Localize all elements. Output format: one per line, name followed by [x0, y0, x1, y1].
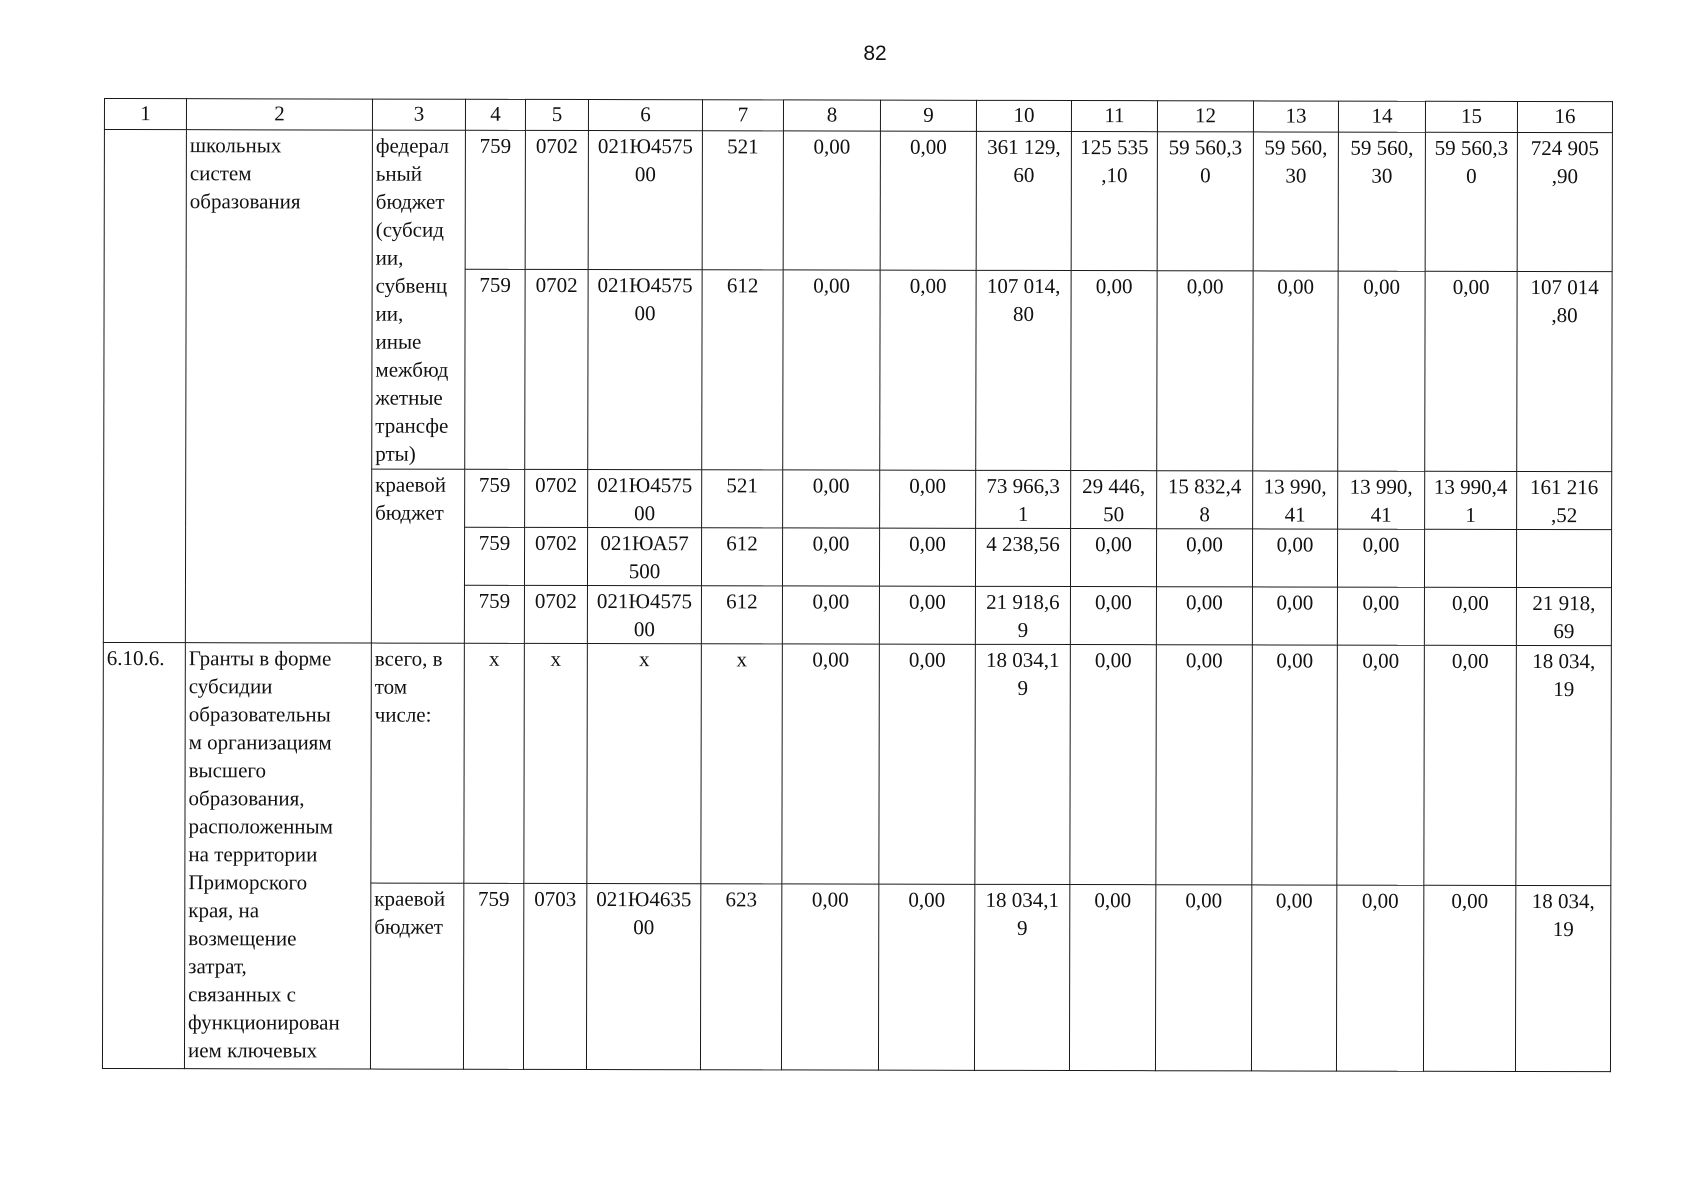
target-code-cell: 021Ю4575 00 [588, 270, 702, 470]
value-cell: 0,00 [880, 131, 976, 270]
row-number-cell: 6.10.6. [102, 642, 185, 1068]
value-cell: 13 990,4 1 [1425, 471, 1517, 529]
section-code-cell: 0702 [525, 269, 588, 469]
funding-source-cell: всего, в том числе: [371, 643, 465, 883]
value-cell: 18 034,1 9 [975, 644, 1071, 884]
column-header: 12 [1157, 101, 1253, 132]
column-header: 4 [465, 99, 525, 130]
value-cell: 361 129, 60 [976, 131, 1071, 270]
value-cell [1424, 529, 1516, 587]
expense-type-cell: х [701, 644, 783, 884]
value-cell: 0,00 [1070, 645, 1157, 885]
target-code-cell: 021ЮА57 500 [587, 528, 701, 586]
value-cell: 59 560, 30 [1338, 132, 1425, 271]
total-cell: 724 905 ,90 [1517, 132, 1612, 271]
total-cell: 18 034, 19 [1516, 645, 1612, 885]
column-header: 10 [976, 100, 1071, 131]
section-code-cell: 0702 [524, 527, 587, 585]
value-cell: 13 990, 41 [1253, 471, 1338, 529]
expense-type-cell: 612 [701, 528, 782, 586]
page-number: 82 [863, 42, 887, 65]
value-cell: 0,00 [1252, 529, 1337, 587]
table-row [104, 130, 1612, 272]
value-cell: 59 560,3 0 [1157, 132, 1253, 271]
target-code-cell: 021Ю4575 00 [587, 586, 701, 644]
value-cell: 0,00 [1252, 645, 1338, 885]
value-cell: 0,00 [1337, 645, 1425, 885]
value-cell: 0,00 [1252, 587, 1337, 645]
value-cell: 0,00 [1070, 587, 1156, 645]
value-cell: 0,00 [783, 470, 880, 528]
column-header: 3 [372, 99, 465, 130]
budget-code-cell: х [464, 643, 525, 883]
column-header: 5 [525, 99, 588, 130]
column-header: 9 [880, 100, 976, 131]
column-header: 14 [1338, 101, 1425, 132]
value-cell: 0,00 [1251, 885, 1336, 1071]
total-cell: 161 216 ,52 [1517, 471, 1612, 529]
column-header: 16 [1517, 101, 1612, 132]
target-code-cell: 021Ю4575 00 [588, 470, 702, 528]
section-code-cell: 0702 [524, 585, 587, 643]
value-cell: 0,00 [880, 470, 976, 528]
funding-source-cell: краевой бюджет [371, 469, 464, 643]
section-code-cell: 0702 [525, 469, 588, 527]
value-cell: 0,00 [878, 884, 974, 1070]
budget-code-cell: 759 [464, 527, 524, 585]
column-header-row [104, 99, 1612, 133]
value-cell: 21 918,6 9 [975, 586, 1070, 644]
value-cell: 0,00 [783, 270, 880, 470]
budget-table-sheet [102, 98, 1613, 1072]
expense-type-cell: 612 [701, 586, 782, 644]
section-code-cell: х [524, 643, 588, 883]
column-header: 15 [1425, 101, 1517, 132]
section-code-cell: 0703 [523, 883, 586, 1069]
value-cell: 125 535 ,10 [1071, 132, 1157, 271]
total-cell: 107 014 ,80 [1517, 271, 1612, 471]
budget-code-cell: 759 [465, 269, 525, 469]
funding-source-cell: федерал ьный бюджет (субсид ии, субвенц ии, иные межбюд жетные трансфе рты) [372, 130, 466, 469]
value-cell: 0,00 [1424, 645, 1517, 885]
value-cell: 13 990, 41 [1338, 471, 1425, 529]
budget-code-cell: 759 [465, 130, 525, 269]
expense-type-cell: 521 [702, 470, 783, 528]
column-header: 1 [104, 99, 186, 130]
expense-type-cell: 623 [700, 884, 781, 1070]
expense-type-cell: 612 [702, 270, 783, 470]
value-cell: 0,00 [879, 528, 975, 586]
value-cell: 0,00 [1070, 529, 1156, 587]
target-code-cell: х [587, 644, 702, 884]
target-code-cell: 021Ю4575 00 [588, 131, 702, 270]
value-cell: 0,00 [1071, 271, 1157, 471]
value-cell: 0,00 [1069, 885, 1155, 1071]
value-cell: 0,00 [782, 528, 879, 586]
value-cell: 0,00 [1337, 529, 1424, 587]
value-cell: 59 560,3 0 [1425, 132, 1517, 271]
value-cell: 0,00 [1156, 645, 1253, 885]
budget-code-cell: 759 [465, 469, 525, 527]
value-cell: 0,00 [1253, 271, 1338, 471]
value-cell: 59 560, 30 [1253, 132, 1338, 271]
activity-name-cell: Гранты в форме субсидии образовательны м организациям высшего образования, расположенным на территории Приморского края, на возмещение затрат, связанных с функционирован ием ключевых [184, 643, 371, 1069]
column-header: 7 [702, 100, 783, 131]
value-cell: 0,00 [879, 586, 975, 644]
value-cell: 0,00 [1337, 587, 1424, 645]
value-cell: 0,00 [1156, 587, 1252, 645]
value-cell: 0,00 [1338, 271, 1425, 471]
value-cell: 0,00 [781, 884, 878, 1070]
column-header: 2 [186, 99, 372, 130]
value-cell: 0,00 [880, 270, 976, 470]
column-header: 11 [1071, 101, 1157, 132]
value-cell: 0,00 [782, 644, 880, 884]
table-row [103, 642, 1611, 885]
value-cell: 15 832,4 8 [1157, 471, 1253, 529]
value-cell: 4 238,56 [975, 528, 1070, 586]
value-cell: 0,00 [1156, 529, 1252, 587]
total-cell: 21 918, 69 [1516, 587, 1611, 645]
value-cell: 0,00 [1155, 885, 1251, 1071]
row-number-cell [103, 130, 186, 643]
total-cell [1516, 529, 1611, 587]
expense-type-cell: 521 [702, 131, 783, 270]
value-cell: 0,00 [783, 131, 880, 270]
value-cell: 0,00 [1336, 885, 1423, 1071]
budget-code-cell: 759 [463, 883, 523, 1069]
budget-code-cell: 759 [464, 585, 524, 643]
value-cell: 0,00 [1157, 271, 1253, 471]
value-cell: 18 034,1 9 [974, 884, 1069, 1070]
target-code-cell: 021Ю4635 00 [586, 884, 700, 1070]
activity-name-cell: школьных систем образования [185, 130, 372, 643]
column-header: 8 [783, 100, 880, 131]
value-cell: 73 966,3 1 [976, 470, 1071, 528]
column-header: 13 [1253, 101, 1338, 132]
column-header: 6 [588, 100, 702, 131]
budget-table [102, 98, 1613, 1072]
value-cell: 0,00 [1424, 587, 1516, 645]
value-cell: 107 014, 80 [976, 270, 1071, 470]
total-cell: 18 034, 19 [1515, 885, 1610, 1071]
value-cell: 0,00 [1425, 271, 1517, 471]
value-cell: 0,00 [782, 586, 879, 644]
section-code-cell: 0702 [525, 130, 588, 269]
value-cell: 29 446, 50 [1071, 471, 1157, 529]
funding-source-cell: краевой бюджет [370, 883, 463, 1069]
value-cell: 0,00 [879, 644, 976, 884]
value-cell: 0,00 [1423, 885, 1515, 1071]
